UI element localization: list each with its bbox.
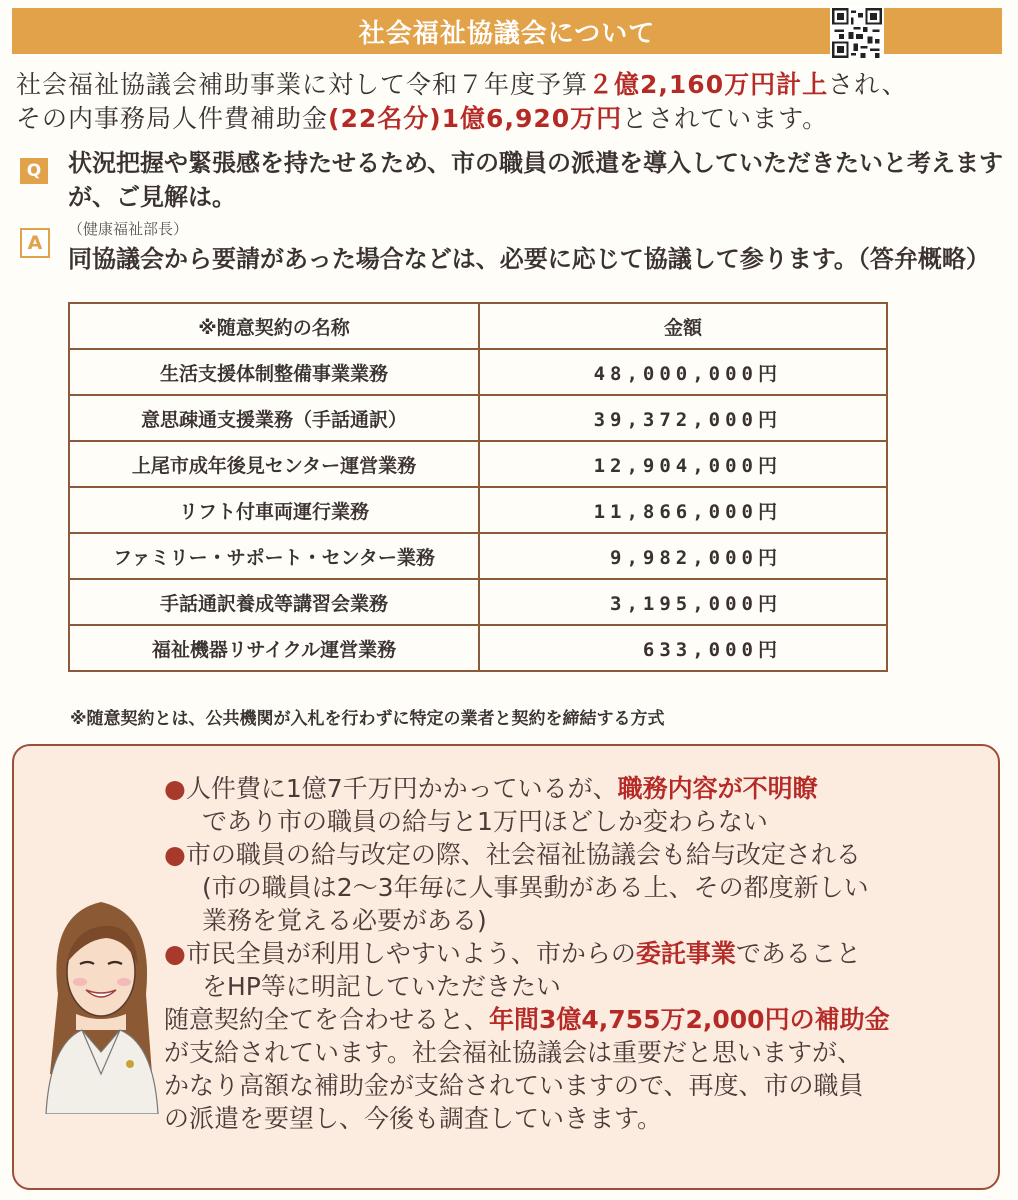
table-row (69, 487, 887, 533)
budget-amount: ２億2,160万円計上 (588, 70, 829, 99)
table-row (69, 349, 887, 395)
section-title: 社会福祉協議会について (358, 18, 656, 49)
contract-amount: 9,982,000円 (479, 533, 887, 579)
contract-amount: 12,904,000円 (479, 441, 887, 487)
table-row (69, 395, 887, 441)
bullet-dot-icon: ● (164, 939, 186, 968)
councillor-portrait (36, 874, 166, 1114)
question-text: 状況把握や緊張感を持たせるため、市の職員の派遣を導入していただきたいと考えますが、ご見解は。 (68, 149, 1004, 211)
table-row (69, 625, 887, 671)
intro-line-2: その内事務局人件費補助金(22名分)1億6,920万円とされています。 (16, 104, 829, 133)
contract-amount: 633,000円 (479, 625, 887, 671)
answer-text: 同協議会から要請があった場合などは、必要に応じて協議して参ります。（答弁概略） (68, 245, 990, 273)
contract-name: 上尾市成年後見センター運営業務 (69, 441, 479, 487)
bullet-1: ●人件費に1億7千万円かかっているが、職務内容が不明瞭 (164, 774, 818, 803)
answer-role: （健康福祉部長） (68, 220, 189, 238)
bullet-dot-icon: ● (164, 840, 186, 869)
header-amount: 金額 (479, 303, 887, 349)
bullet-dot-icon: ● (164, 774, 186, 803)
contract-name: リフト付車両運行業務 (69, 487, 479, 533)
bullet-2: ●市の職員の給与改定の際、社会福祉協議会も給与改定される (164, 840, 861, 869)
contract-name: 福祉機器リサイクル運営業務 (69, 625, 479, 671)
contract-name: 意思疎通支援業務（手話通訳） (69, 395, 479, 441)
table-row (69, 533, 887, 579)
comment-box (12, 744, 1000, 1190)
contract-name: ファミリー・サポート・センター業務 (69, 533, 479, 579)
contract-amount: 11,866,000円 (479, 487, 887, 533)
intro-line-1: 社会福祉協議会補助事業に対して令和７年度予算２億2,160万円計上され、 (16, 70, 908, 99)
table-row (69, 579, 887, 625)
total-subsidy: 年間3億4,755万2,000円の補助金 (489, 1005, 890, 1034)
table-row (69, 441, 887, 487)
question-badge: Q (20, 158, 48, 184)
qr-code-icon[interactable] (830, 6, 884, 60)
header-name: ※随意契約の名称 (69, 303, 479, 349)
answer-badge: A (20, 228, 50, 258)
contracts-table (68, 302, 888, 672)
contract-name: 生活支援体制整備事業業務 (69, 349, 479, 395)
contract-name: 手話通訳養成等講習会業務 (69, 579, 479, 625)
budget-intro (16, 68, 1001, 136)
contract-amount: 3,195,000円 (479, 579, 887, 625)
bullet-3: ●市民全員が利用しやすいよう、市からの委託事業であること (164, 939, 861, 968)
footnote: ※随意契約とは、公共機関が入札を行わずに特定の業者と契約を締結する方式 (70, 709, 665, 729)
closing-line-1: 随意契約全てを合わせると、年間3億4,755万2,000円の補助金 (164, 1005, 890, 1034)
table-header-row (69, 303, 887, 349)
contract-amount: 48,000,000円 (479, 349, 887, 395)
comment-text: ●人件費に1億7千万円かかっているが、職務内容が不明瞭 であり市の職員の給与と1万円ほどしか変わらない ●市の職員の給与改定の際、社会福祉協議会も給与改定される (市の職員は2〜3年毎に人事異動がある上、その都度新しい 業務を覚える必要がある) ●市民全員が利用しやすいよう、市からの委託事業であること をHP等に明記していただきたい 随意契約全てを合わせると、年間3億4,755万2,000円の補助金 が支給されています。社会福祉協議会は重要だと思いますが、 かなり高額な補助金が支給されていますので、再度、市の職員 の派遣を要望し、今後も調査していきます。 (164, 772, 1004, 1135)
contract-amount: 39,372,000円 (479, 395, 887, 441)
personnel-subsidy-amount: (22名分)1億6,920万円 (328, 104, 623, 133)
